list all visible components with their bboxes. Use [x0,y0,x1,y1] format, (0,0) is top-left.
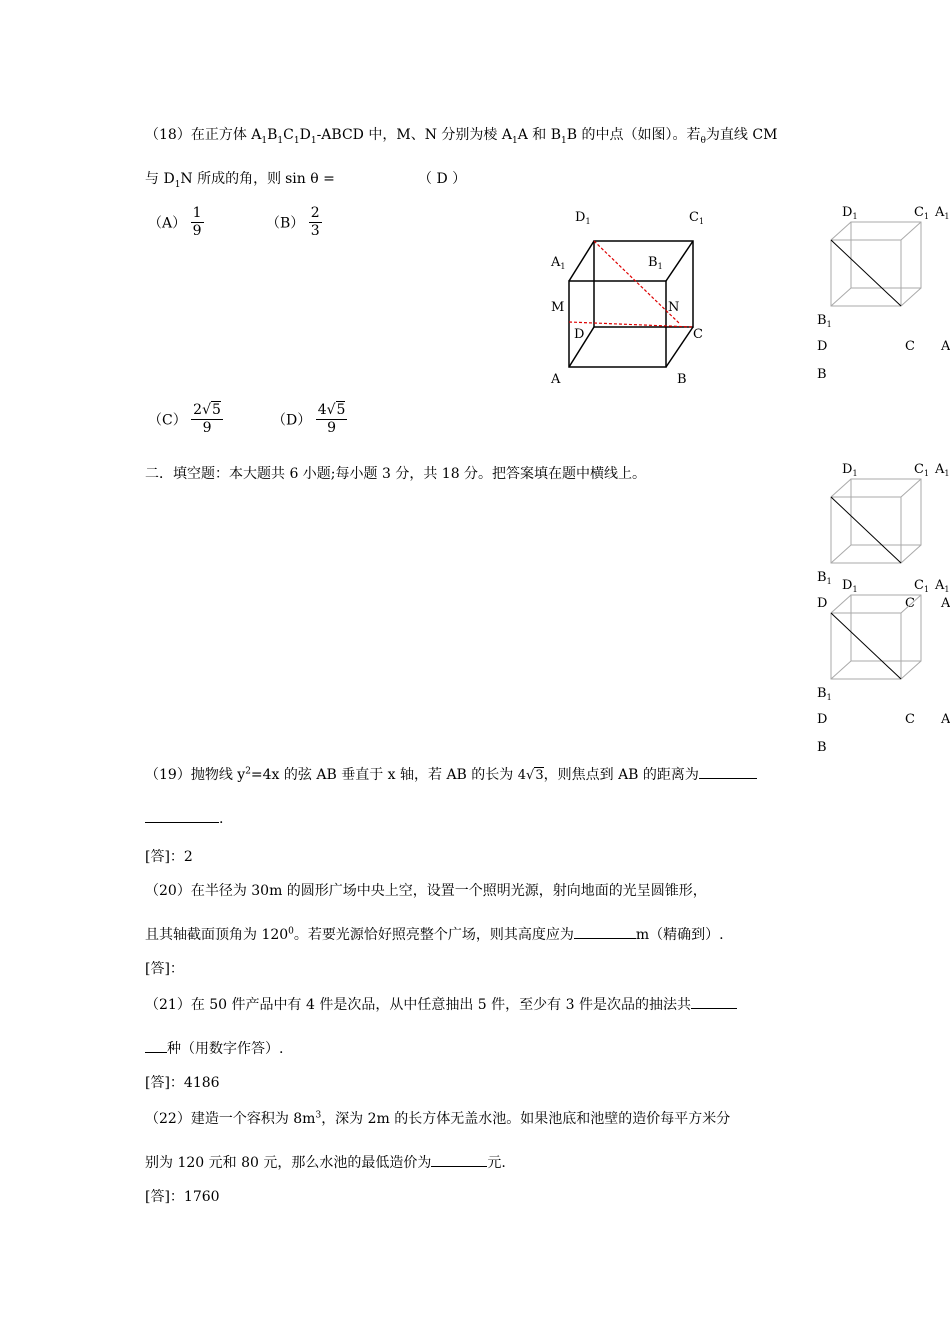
svg-text:D: D [817,712,828,727]
svg-text:D1: $D_1$ [842,205,858,221]
q22-blank[interactable] [431,1152,487,1167]
section2-heading: 二．填空题：本大题共 6 小题;每小题 3 分，共 18 分。把答案填在题中横线上。 [145,466,647,482]
q19-answer: [答]：2 [145,849,193,865]
label-d: D [574,327,585,342]
q19-radical: 4√3 [517,768,544,783]
label-c1: $C_1$ [689,210,705,226]
svg-text:D1: $D_1$ [842,462,858,478]
side-cube-1 [815,200,950,385]
q21-line1: （21）在 50 件产品中有 4 件是次品，从中任意抽出 5 件，至少有 3 件是次品的抽法共 [145,994,737,1014]
q18-number: （18） [145,127,191,143]
option-b-fraction: $\frac{2}{3}$ [310,205,320,239]
svg-text:A1: $A_1$ [935,205,950,221]
option-d: （D） $\frac{4√5}{9}$ [272,402,346,436]
svg-text:B1: $B_1$ [817,313,832,329]
svg-text:C: C [905,596,915,607]
svg-text:C: C [905,712,915,727]
svg-text:A1: $A_1$ [935,462,950,478]
svg-text:C1: $C_1$ [914,462,930,478]
option-c-fraction: $\frac{2√5}{9}$ [193,402,221,436]
q21-blank-1[interactable] [691,994,737,1009]
svg-text:B: B [817,740,827,755]
option-a-fraction: $\frac{1}{9}$ [192,205,202,239]
theta-symbol: θ [700,135,706,146]
svg-text:D1: $D_1$ [842,578,858,594]
label-n: N [668,300,680,315]
option-a: （A） $\frac{1}{9}$ [148,205,202,239]
side-cube-3 [815,573,950,758]
front-face [569,281,666,367]
q19-line1: （19）抛物线 $y^2=4x$ 的弦 AB 垂直于 x 轴，若 AB 的长为 4√3，则焦点到 AB 的距离为 [145,764,757,784]
svg-text:C1: $C_1$ [914,578,930,594]
svg-text:D: D [817,596,828,607]
svg-text:B1: $B_1$ [817,686,832,702]
svg-text:A: A [941,596,950,607]
q20-answer: [答]： [145,961,184,977]
label-b: B [677,372,687,387]
q22-line1: （22）建造一个容积为 $8m^3$，深为 2m 的长方体无盖水池。如果池底和池壁的造价每平方米分 [145,1110,731,1127]
label-d1: $D_1$ [575,210,591,226]
edge-b-c [666,327,693,367]
q18-line2: 与 $D_1N$ 所成的角，则 sin θ = [145,171,335,190]
q19-blank-2[interactable] [145,808,219,823]
q22-line2: 别为 120 元和 80 元，那么水池的最低造价为 元. [145,1152,506,1172]
label-c: C [693,327,703,342]
option-c: （C） $\frac{2√5}{9}$ [148,402,221,436]
q21-blank-2[interactable] [145,1038,167,1053]
q22-answer: [答]：1760 [145,1189,220,1205]
svg-text:A: A [941,712,950,727]
svg-text:B1: $B_1$ [817,570,832,586]
label-m: M [551,300,565,315]
label-b1: $B_1$ [648,255,663,271]
svg-text:A1: $A_1$ [935,578,950,594]
label-a: A [551,372,561,387]
q20-line1: （20）在半径为 30m 的圆形广场中央上空，设置一个照明光源，射向地面的光呈圆锥形， [145,883,707,899]
label-a1: $A_1$ [551,255,566,271]
q19-blank-1[interactable] [699,764,757,779]
edge-b1-c1 [666,241,693,281]
q20-blank[interactable] [574,924,636,939]
edge-a1-d1 [569,241,594,281]
svg-text:A: A [941,339,950,354]
q21-line2: 种（用数字作答）. [145,1038,283,1058]
sin-expression: sin θ = [285,171,335,187]
option-b: （B） $\frac{2}{3}$ [266,205,320,239]
q19-line2: . [145,808,223,827]
q20-line2: 且其轴截面顶角为 $120^0$。若要光源恰好照亮整个广场，则其高度应为 m（精确到）. [145,924,724,944]
svg-text:C: C [905,339,915,354]
cube-figure [540,200,720,395]
svg-text:D: D [817,339,828,354]
option-d-fraction: $\frac{4√5}{9}$ [317,402,346,436]
q18-answer: （ D ） [418,171,467,187]
svg-text:B: B [817,367,827,382]
q18-line1: （18）在正方体 $A_1B_1C_1D_1$-ABCD 中，M、N 分别为棱 $A_1A$ 和 $B_1B$ 的中点（如图）。若$_\theta$为直线 CM [145,127,778,146]
q21-answer: [答]：4186 [145,1075,220,1091]
svg-text:C1: $C_1$ [914,205,930,221]
